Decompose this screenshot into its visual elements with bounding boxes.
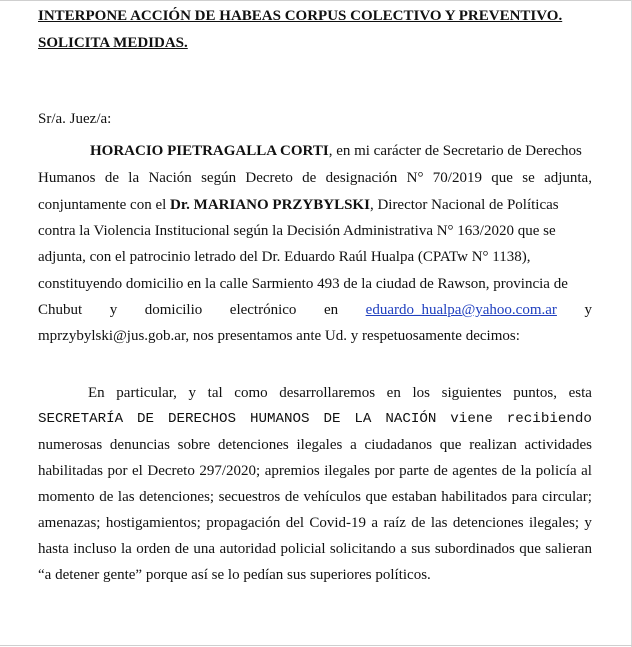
salutation: Sr/a. Juez/a: [38, 111, 112, 127]
para2-line-3 [38, 436, 592, 454]
word: el [132, 463, 143, 479]
word: recibiendo [506, 411, 592, 427]
word: sus [411, 541, 431, 557]
director-name: Dr. MARIANO PRZYBYLSKI [170, 197, 370, 213]
word: subordinados [434, 541, 515, 557]
word: secuestros [218, 489, 281, 505]
para2-line-7 [38, 540, 592, 558]
word: amenazas; [38, 515, 101, 531]
word: para [511, 489, 538, 505]
word: denuncias [109, 437, 170, 453]
para1-line-8: mprzybylski@jus.gob.ar, nos presentamos ante Ud. y respetuosamente decimos: [38, 328, 520, 344]
word: apremios [264, 463, 320, 479]
word: al [581, 463, 592, 479]
word: a [371, 515, 379, 531]
word: que [439, 437, 462, 453]
word: de [433, 463, 448, 479]
page-border-bottom [0, 645, 632, 646]
word: SECRETARÍA [38, 411, 124, 427]
word-chubut: Chubut [38, 302, 83, 318]
word: Nación [148, 170, 192, 186]
word: solicitando [329, 541, 396, 557]
word: propagación [206, 515, 281, 531]
word-y-end: y [584, 302, 592, 318]
word: autoridad [219, 541, 277, 557]
word: de [104, 170, 119, 186]
para1-line-4: contra la Violencia Institucional según la Decisión Administrativa N° 163/2020 que se [38, 223, 556, 239]
word: En [88, 385, 105, 401]
word: momento [38, 489, 95, 505]
word: una [193, 541, 216, 557]
para2-line-5 [38, 488, 592, 506]
word: por [374, 463, 395, 479]
word: de [284, 489, 299, 505]
word: HUMANOS [249, 411, 310, 427]
word: LA [354, 411, 372, 427]
word: agentes [452, 463, 498, 479]
word: tal [207, 385, 223, 401]
word: policía [535, 463, 577, 479]
word: Humanos [38, 170, 96, 186]
word: policial [280, 541, 326, 557]
signatory-name: HORACIO PIETRAGALLA CORTI [90, 143, 329, 159]
word: particular, [116, 385, 177, 401]
word: detenciones [452, 515, 524, 531]
word: realizan [469, 437, 517, 453]
word: detenciones; [139, 489, 215, 505]
word: viene [450, 411, 493, 427]
word: habilitadas [38, 463, 103, 479]
word: según [201, 170, 237, 186]
para1-line-3-text: conjuntamente con el [38, 197, 171, 213]
word: Decreto [245, 170, 293, 186]
word: que [491, 170, 513, 186]
word: Decreto [147, 463, 195, 479]
para1-line-3-rest: , Director Nacional de Políticas [369, 197, 559, 213]
document-title-line-1: INTERPONE ACCIÓN DE HABEAS CORPUS COLECTIVO Y PREVENTIVO. [38, 8, 563, 24]
word: 297/2020; [199, 463, 261, 479]
word: las [117, 489, 135, 505]
word: la [128, 170, 140, 186]
word: actividades [524, 437, 592, 453]
word: habilitados [441, 489, 508, 505]
word: orden [136, 541, 171, 557]
word: la [520, 463, 532, 479]
word: salieran [545, 541, 592, 557]
para1-line-2 [38, 169, 592, 187]
word: ilegales [324, 463, 371, 479]
word: sobre [177, 437, 211, 453]
word: como [234, 385, 268, 401]
word: y [188, 385, 197, 401]
para2-line-6 [38, 514, 592, 532]
word: N° [406, 170, 424, 186]
word: a [400, 541, 407, 557]
word: designación [325, 170, 398, 186]
para1-line-7 [38, 301, 592, 319]
word: 70/2019 [432, 170, 482, 186]
para2-line-4 [38, 462, 592, 480]
word-en: en [323, 302, 339, 318]
word: hostigamientos; [105, 515, 201, 531]
para1-line-6: constituyendo domicilio en la calle Sarmiento 493 de la ciudad de Rawson, provincia de [38, 276, 568, 292]
word: estaban [391, 489, 437, 505]
word: la [120, 541, 132, 557]
para1-line-1-text: , en mi carácter de Secretario de Derechos [328, 143, 582, 159]
word: hasta [38, 541, 69, 557]
word: ilegales; [529, 515, 579, 531]
word: circular; [541, 489, 592, 505]
word: de [174, 541, 189, 557]
word-electronico: electrónico [229, 302, 297, 318]
word: vehículos [303, 489, 362, 505]
para2-line-1 [88, 384, 592, 402]
word: y [584, 515, 592, 531]
word: del [285, 515, 305, 531]
word: que [365, 489, 388, 505]
word: siguientes [441, 385, 502, 401]
word: parte [399, 463, 430, 479]
word: Covid-19 [309, 515, 367, 531]
word: esta [568, 385, 592, 401]
document-title-line-2: SOLICITA MEDIDAS. [38, 35, 188, 51]
word: ilegales [296, 437, 343, 453]
word: en [386, 385, 401, 401]
email-link[interactable]: eduardo_hualpa@yahoo.com.ar [365, 302, 557, 318]
word: numerosas [38, 437, 103, 453]
word: puntos, [513, 385, 557, 401]
word: de [501, 463, 516, 479]
word: detenciones [217, 437, 289, 453]
word: DE [137, 411, 155, 427]
word: las [430, 515, 448, 531]
word: de [411, 515, 426, 531]
word: DE [323, 411, 341, 427]
word: de [99, 489, 114, 505]
word-y: y [109, 302, 118, 318]
para2-line-8: “a detener gente” porque así se lo pedían sus superiores políticos. [38, 567, 431, 583]
word: NACIÓN [385, 411, 437, 427]
para1-line-5: adjunta, con el patrocinio letrado del Dr. Eduardo Raúl Hualpa (CPATw N° 1138), [38, 249, 531, 265]
word: a [350, 437, 357, 453]
word: ciudadanos [364, 437, 433, 453]
word: se [522, 170, 535, 186]
word: que [519, 541, 541, 557]
word: incluso [73, 541, 117, 557]
word: desarrollaremos [279, 385, 376, 401]
para2-line-2 [38, 410, 592, 428]
para1-line-1 [90, 142, 582, 160]
word: los [412, 385, 430, 401]
word: DERECHOS [167, 411, 237, 427]
word: por [107, 463, 128, 479]
page-border-top [0, 0, 632, 1]
word: de [302, 170, 317, 186]
word-domicilio: domicilio [144, 302, 203, 318]
para1-line-3 [38, 196, 559, 214]
word: raíz [383, 515, 406, 531]
word: adjunta, [544, 170, 592, 186]
